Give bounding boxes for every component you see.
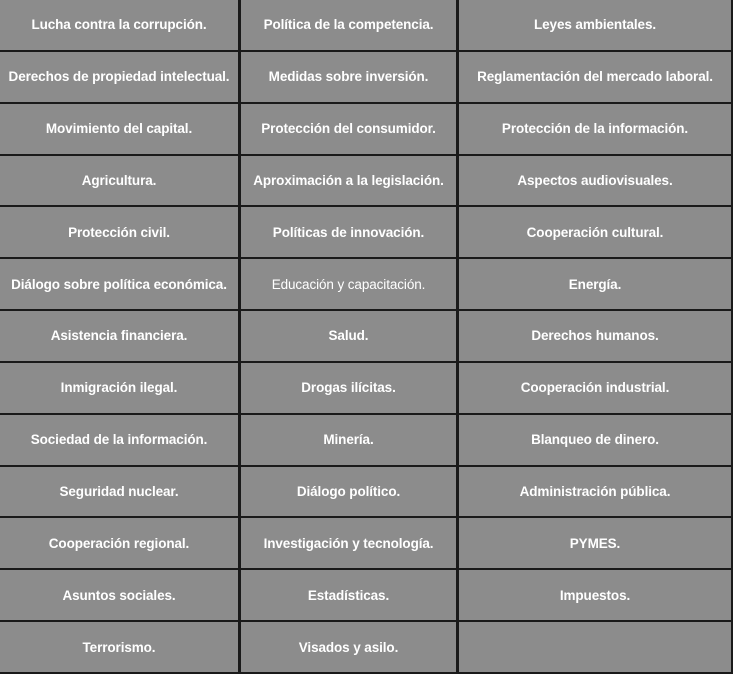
table-cell: Política de la competencia. [240, 0, 458, 52]
table-cell: Administración pública. [458, 467, 733, 519]
table-cell: Medidas sobre inversión. [240, 52, 458, 104]
table-cell: Protección de la información. [458, 104, 733, 156]
table-cell: Diálogo político. [240, 467, 458, 519]
table-cell: Sociedad de la información. [0, 415, 240, 467]
table-cell: PYMES. [458, 518, 733, 570]
table-cell: Drogas ilícitas. [240, 363, 458, 415]
table-cell: Terrorismo. [0, 622, 240, 674]
table-cell: Protección civil. [0, 207, 240, 259]
table-cell: Lucha contra la corrupción. [0, 0, 240, 52]
table-cell: Estadísticas. [240, 570, 458, 622]
table-cell: Cooperación cultural. [458, 207, 733, 259]
table-cell: Asistencia financiera. [0, 311, 240, 363]
table-cell: Diálogo sobre política económica. [0, 259, 240, 311]
table-cell-empty [458, 622, 733, 674]
table-cell: Movimiento del capital. [0, 104, 240, 156]
table-cell: Reglamentación del mercado laboral. [458, 52, 733, 104]
table-cell: Aproximación a la legislación. [240, 156, 458, 208]
table-cell: Energía. [458, 259, 733, 311]
table-cell: Blanqueo de dinero. [458, 415, 733, 467]
table-cell: Políticas de innovación. [240, 207, 458, 259]
table-cell: Derechos humanos. [458, 311, 733, 363]
table-cell: Educación y capacitación. [240, 259, 458, 311]
table-cell: Asuntos sociales. [0, 570, 240, 622]
table-cell: Leyes ambientales. [458, 0, 733, 52]
table-cell: Cooperación regional. [0, 518, 240, 570]
table-cell: Minería. [240, 415, 458, 467]
table-cell: Cooperación industrial. [458, 363, 733, 415]
table-cell: Impuestos. [458, 570, 733, 622]
table-cell: Agricultura. [0, 156, 240, 208]
table-cell: Inmigración ilegal. [0, 363, 240, 415]
table-cell: Aspectos audiovisuales. [458, 156, 733, 208]
table-cell: Derechos de propiedad intelectual. [0, 52, 240, 104]
table-cell: Protección del consumidor. [240, 104, 458, 156]
table-cell: Investigación y tecnología. [240, 518, 458, 570]
table-cell: Salud. [240, 311, 458, 363]
table-cell: Seguridad nuclear. [0, 467, 240, 519]
table-cell: Visados y asilo. [240, 622, 458, 674]
